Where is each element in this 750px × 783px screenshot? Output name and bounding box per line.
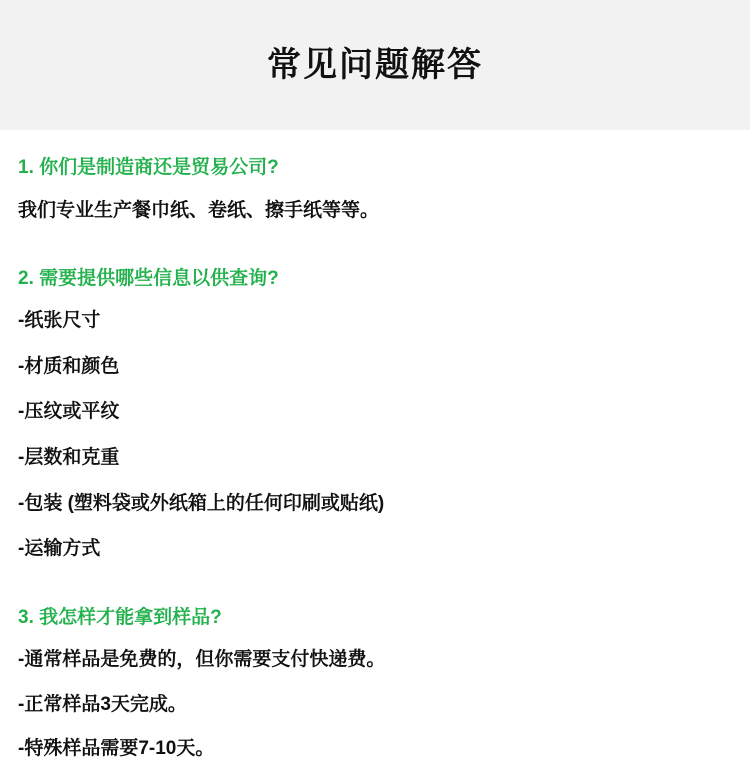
faq-answer-line: -层数和克重 [18, 447, 120, 469]
faq-item-gap [18, 562, 732, 606]
faq-answer: 我们专业生产餐巾纸、卷纸、擦手纸等等。 [18, 199, 380, 221]
faq-item [18, 606, 732, 762]
page-header [0, 0, 750, 130]
faq-question: 1. 你们是制造商还是贸易公司? [18, 157, 279, 178]
faq-answer-line: -压纹或平纹 [18, 401, 120, 423]
faq-question: 2. 需要提供哪些信息以供查询? [18, 268, 279, 290]
faq-item [18, 156, 732, 223]
faq-answer-line: -通常样品是免费的，但你需要支付快递费。 [18, 648, 386, 670]
question-answer-gap [18, 631, 732, 648]
content-top-spacer [0, 130, 750, 156]
question-answer-gap [18, 181, 732, 198]
faq-answer-line: -包装 (塑料袋或外纸箱上的任何印刷或贴纸) [18, 492, 385, 514]
faq-answer-line: -运输方式 [18, 538, 101, 560]
faq-content [0, 156, 750, 762]
faq-answer-line: -特殊样品需要7-10天。 [18, 738, 215, 760]
faq-question: 3. 我怎样才能拿到样品? [18, 607, 222, 629]
faq-answer-line: -正常样品3天完成。 [18, 693, 187, 715]
faq-answer-line: -材质和颜色 [18, 355, 120, 377]
faq-item-gap [18, 223, 732, 267]
question-answer-gap [18, 292, 732, 309]
faq-answer-line: -纸张尺寸 [18, 310, 101, 332]
faq-item [18, 267, 732, 562]
page-title: 常见问题解答 [267, 45, 483, 84]
